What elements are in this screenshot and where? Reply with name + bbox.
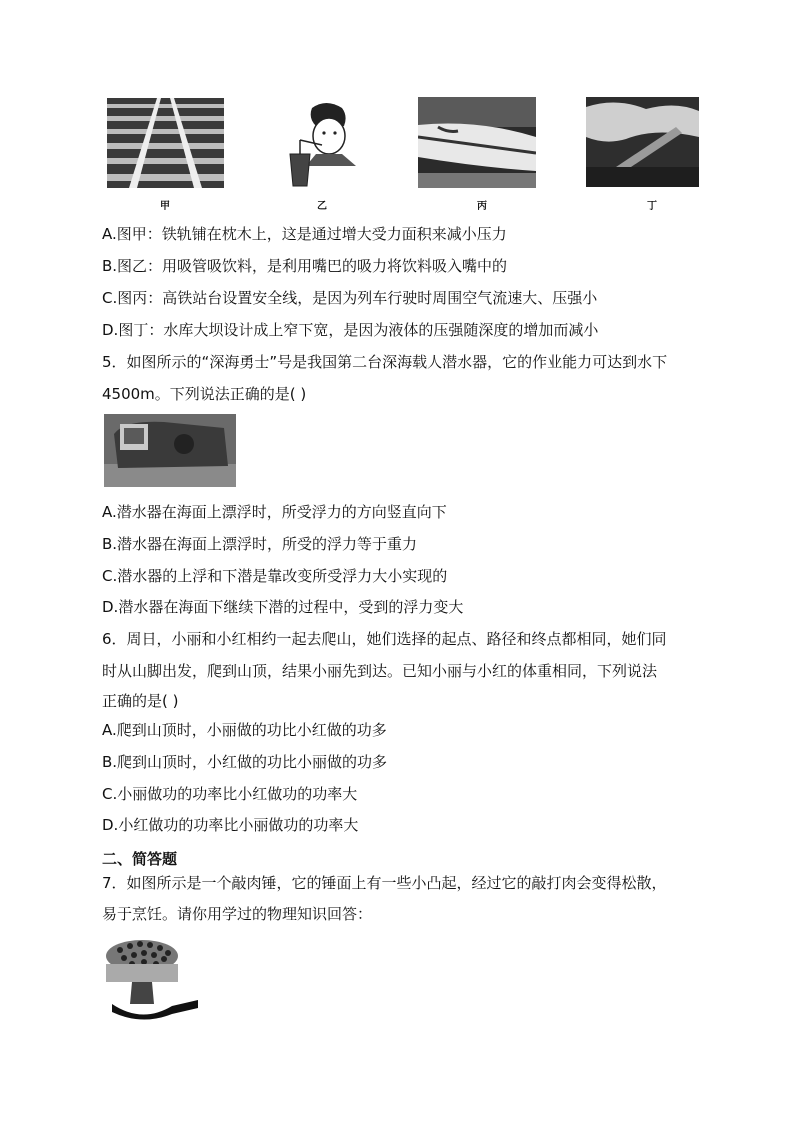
q5-option-c: C.潜水器的上浮和下潜是靠改变所受浮力大小实现的 (102, 567, 448, 585)
q5-option-a: A.潜水器在海面上漂浮时，所受浮力的方向竖直向下 (102, 503, 447, 521)
q6-option-b: B.爬到山顶时，小红做的功比小丽做的功多 (102, 753, 388, 771)
q5-option-b: B.潜水器在海面上漂浮时，所受的浮力等于重力 (102, 535, 418, 553)
figure-caption-jia: 甲 (160, 201, 170, 212)
q4-option-d: D.图丁：水库大坝设计成上窄下宽，是因为液体的压强随深度的增加而减小 (102, 321, 599, 339)
q7-stem-line2: 易于烹饪。请你用学过的物理知识回答： (102, 905, 373, 923)
q6-option-c: C.小丽做功的功率比小红做功的功率大 (102, 785, 358, 803)
figure-boy-drinking-image (282, 100, 362, 188)
q4-option-c: C.图丙：高铁站台设置安全线，是因为列车行驶时周围空气流速大、压强小 (102, 289, 598, 307)
q5-stem-line2: 4500m。下列说法正确的是( ) (102, 385, 307, 403)
figure-dam-image (586, 97, 699, 187)
q6-stem-line2: 时从山脚出发，爬到山顶，结果小丽先到达。已知小丽与小红的体重相同，下列说法 (102, 662, 658, 680)
q5-option-d: D.潜水器在海面下继续下潜的过程中，受到的浮力变大 (102, 598, 464, 616)
figure-meat-tenderizer-image (102, 934, 198, 1022)
q4-option-b: B.图乙：用吸管吸饮料，是利用嘴巴的吸力将饮料吸入嘴中的 (102, 257, 508, 275)
figure-caption-yi: 乙 (317, 201, 327, 212)
q7-stem-line1: 7．如图所示是一个敲肉锤，它的锤面上有一些小凸起，经过它的敲打肉会变得松散， (102, 874, 667, 892)
q4-option-a: A.图甲：铁轨铺在枕木上，这是通过增大受力面积来减小压力 (102, 225, 507, 243)
q6-option-d: D.小红做功的功率比小丽做功的功率大 (102, 816, 359, 834)
q5-stem-line1: 5．如图所示的“深海勇士”号是我国第二台深海载人潜水器，它的作业能力可达到水下 (102, 353, 668, 371)
q6-option-a: A.爬到山顶时，小丽做的功比小红做的功多 (102, 721, 387, 739)
q6-stem-line3: 正确的是( ) (102, 692, 179, 710)
figure-submersible-image (104, 414, 236, 487)
figure-high-speed-train-image (418, 97, 536, 188)
figure-caption-bing: 丙 (477, 201, 487, 212)
figure-rail-track-image (107, 98, 224, 188)
figure-caption-ding: 丁 (647, 201, 657, 212)
section-heading-short-answer: 二、简答题 (102, 850, 178, 868)
q6-stem-line1: 6．周日，小丽和小红相约一起去爬山，她们选择的起点、路径和终点都相同，她们同 (102, 630, 667, 648)
